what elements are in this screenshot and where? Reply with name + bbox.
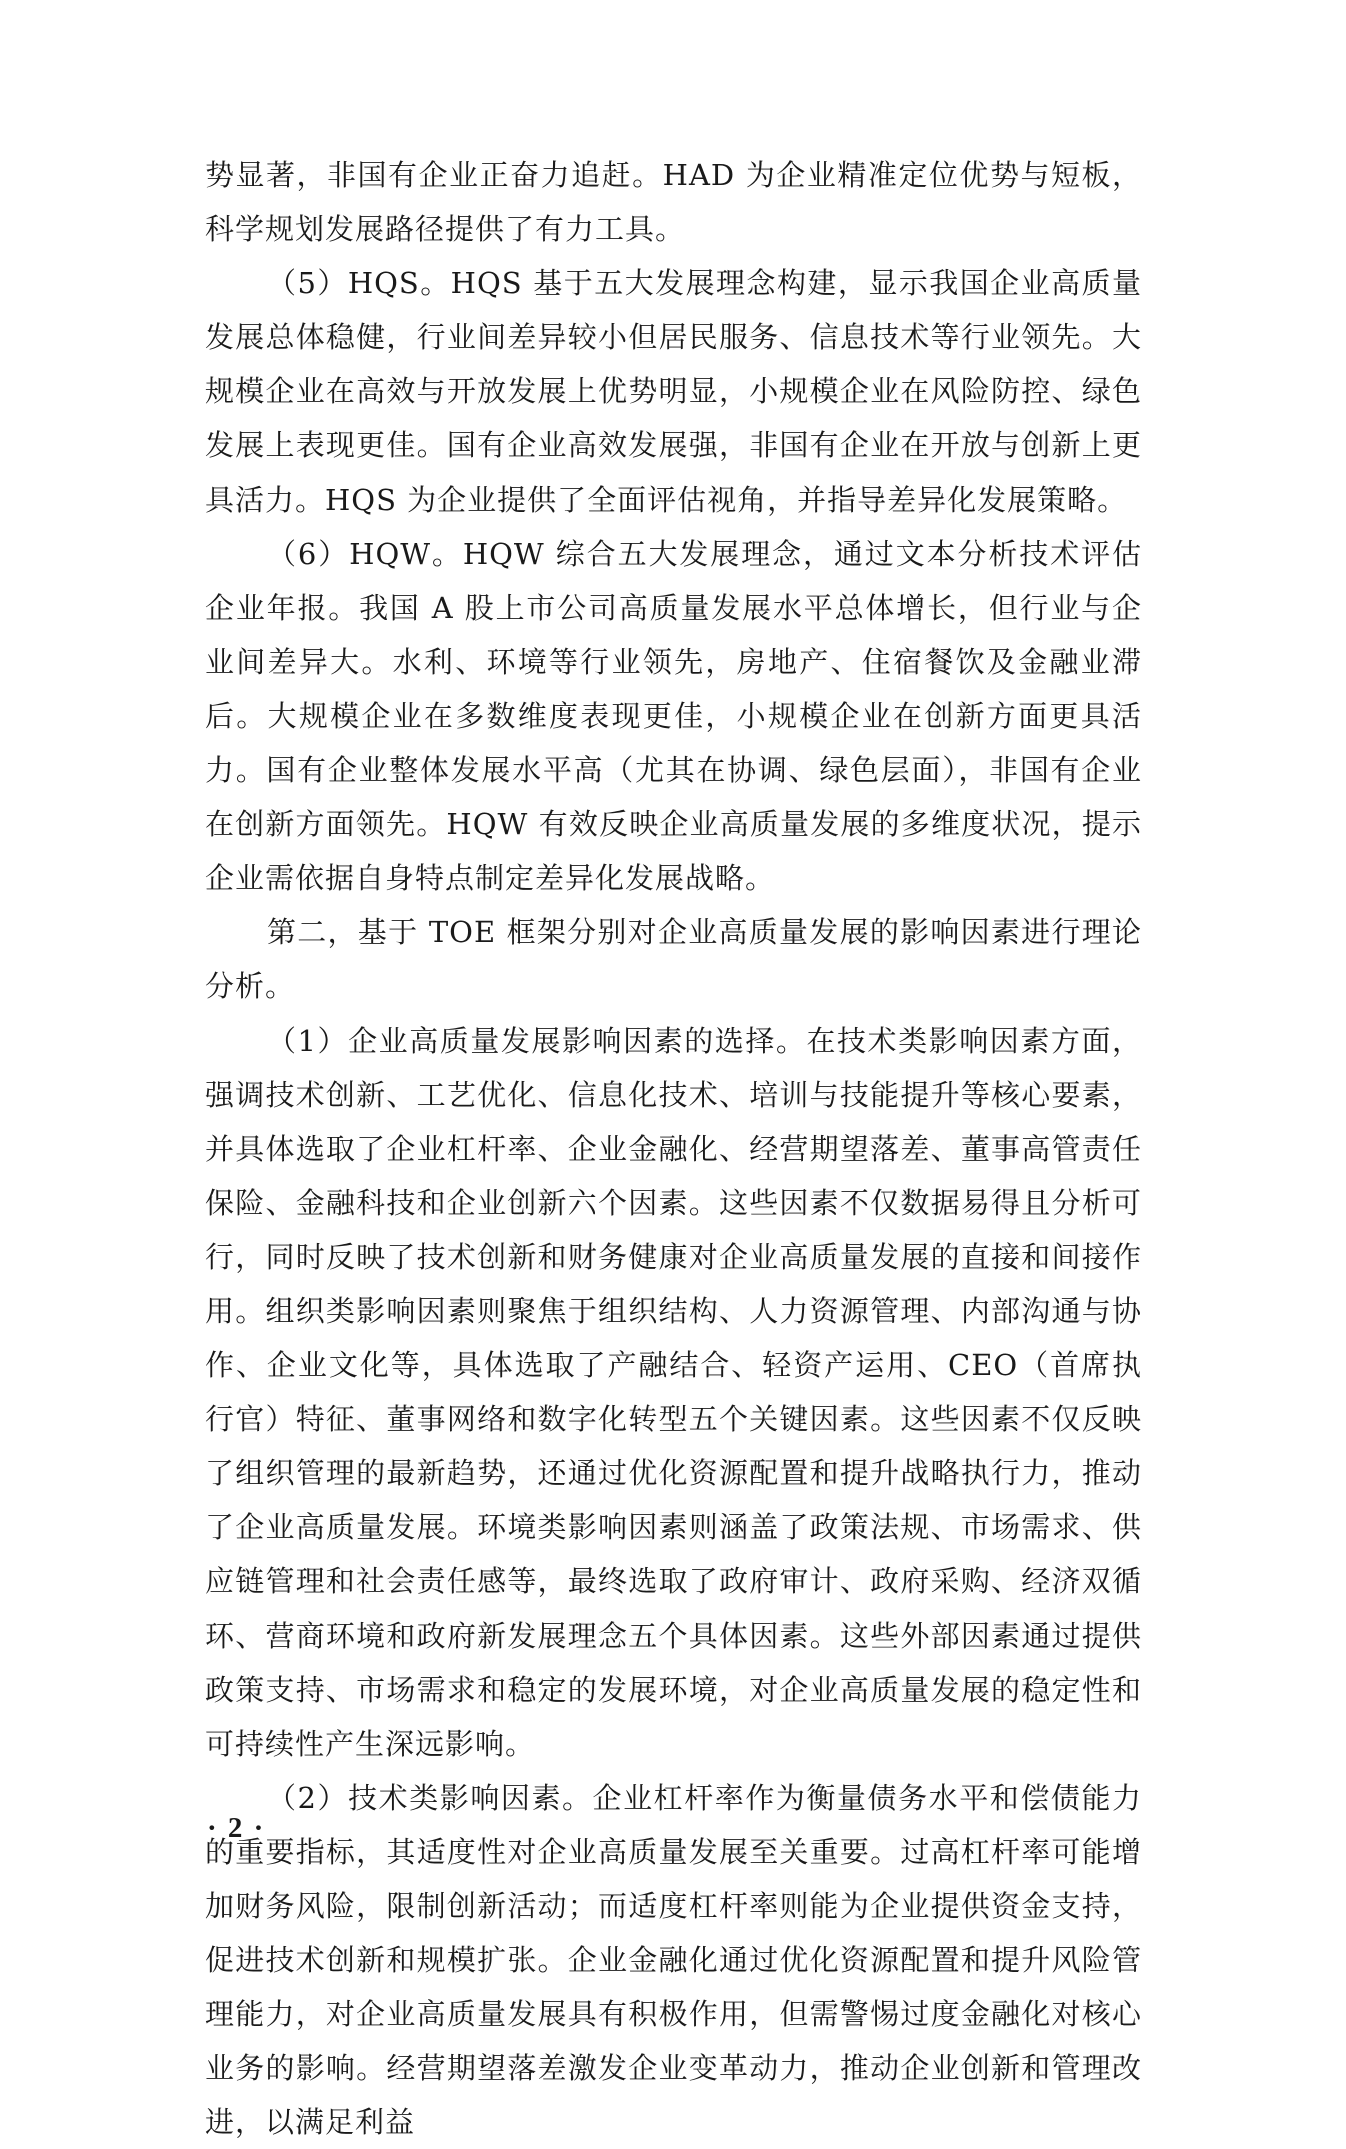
document-body xyxy=(205,148,1142,2149)
paragraph-hqs: （5）HQS。HQS 基于五大发展理念构建，显示我国企业高质量发展总体稳健，行业间差异较小但居民服务、信息技术等行业领先。大规模企业在高效与开放发展上优势明显，小规模企业在风险防控、绿色发展上表现更佳。国有企业高效发展强，非国有企业在开放与创新上更具活力。HQS 为企业提供了全面评估视角，并指导差异化发展策略。 xyxy=(205,266,1142,517)
paragraph-continuation: 势显著，非国有企业正奋力追赶。HAD 为企业精准定位优势与短板，科学规划发展路径提供了有力工具。 xyxy=(205,158,1142,247)
page-number: · 2 · xyxy=(207,1812,266,1844)
paragraph-factor-selection: （1）企业高质量发展影响因素的选择。在技术类影响因素方面，强调技术创新、工艺优化、信息化技术、培训与技能提升等核心要素，并具体选取了企业杠杆率、企业金融化、经营期望落差、董事高管责任保险、金融科技和企业创新六个因素。这些因素不仅数据易得且分析可行，同时反映了技术创新和财务健康对企业高质量发展的直接和间接作用。组织类影响因素则聚焦于组织结构、人力资源管理、内部沟通与协作、企业文化等，具体选取了产融结合、轻资产运用、CEO（首席执行官）特征、董事网络和数字化转型五个关键因素。这些因素不仅反映了组织管理的最新趋势，还通过优化资源配置和提升战略执行力，推动了企业高质量发展。环境类影响因素则涵盖了政策法规、市场需求、供应链管理和社会责任感等，最终选取了政府审计、政府采购、经济双循环、营商环境和政府新发展理念五个具体因素。这些外部因素通过提供政策支持、市场需求和稳定的发展环境，对企业高质量发展的稳定性和可持续性产生深远影响。 xyxy=(205,1023,1142,1761)
paragraph-technical-factors: （2）技术类影响因素。企业杠杆率作为衡量债务水平和偿债能力的重要指标，其适度性对企业高质量发展至关重要。过高杠杆率可能增加财务风险，限制创新活动；而适度杠杆率则能为企业提供资金支持，促进技术创新和规模扩张。企业金融化通过优化资源配置和提升风险管理能力，对企业高质量发展具有积极作用，但需警惕过度金融化对核心业务的影响。经营期望落差激发企业变革动力，推动企业创新和管理改进，以满足利益 xyxy=(205,1780,1142,2140)
paragraph-toe-intro: 第二，基于 TOE 框架分别对企业高质量发展的影响因素进行理论分析。 xyxy=(205,915,1142,1004)
paragraph-hqw: （6）HQW。HQW 综合五大发展理念，通过文本分析技术评估企业年报。我国 A 股上市公司高质量发展水平总体增长，但行业与企业间差异大。水利、环境等行业领先，房地产、住宿餐饮及金融业滞后。大规模企业在多数维度表现更佳，小规模企业在创新方面更具活力。国有企业整体发展水平高（尤其在协调、绿色层面），非国有企业在创新方面领先。HQW 有效反映企业高质量发展的多维度状况，提示企业需依据自身特点制定差异化发展战略。 xyxy=(205,536,1142,896)
